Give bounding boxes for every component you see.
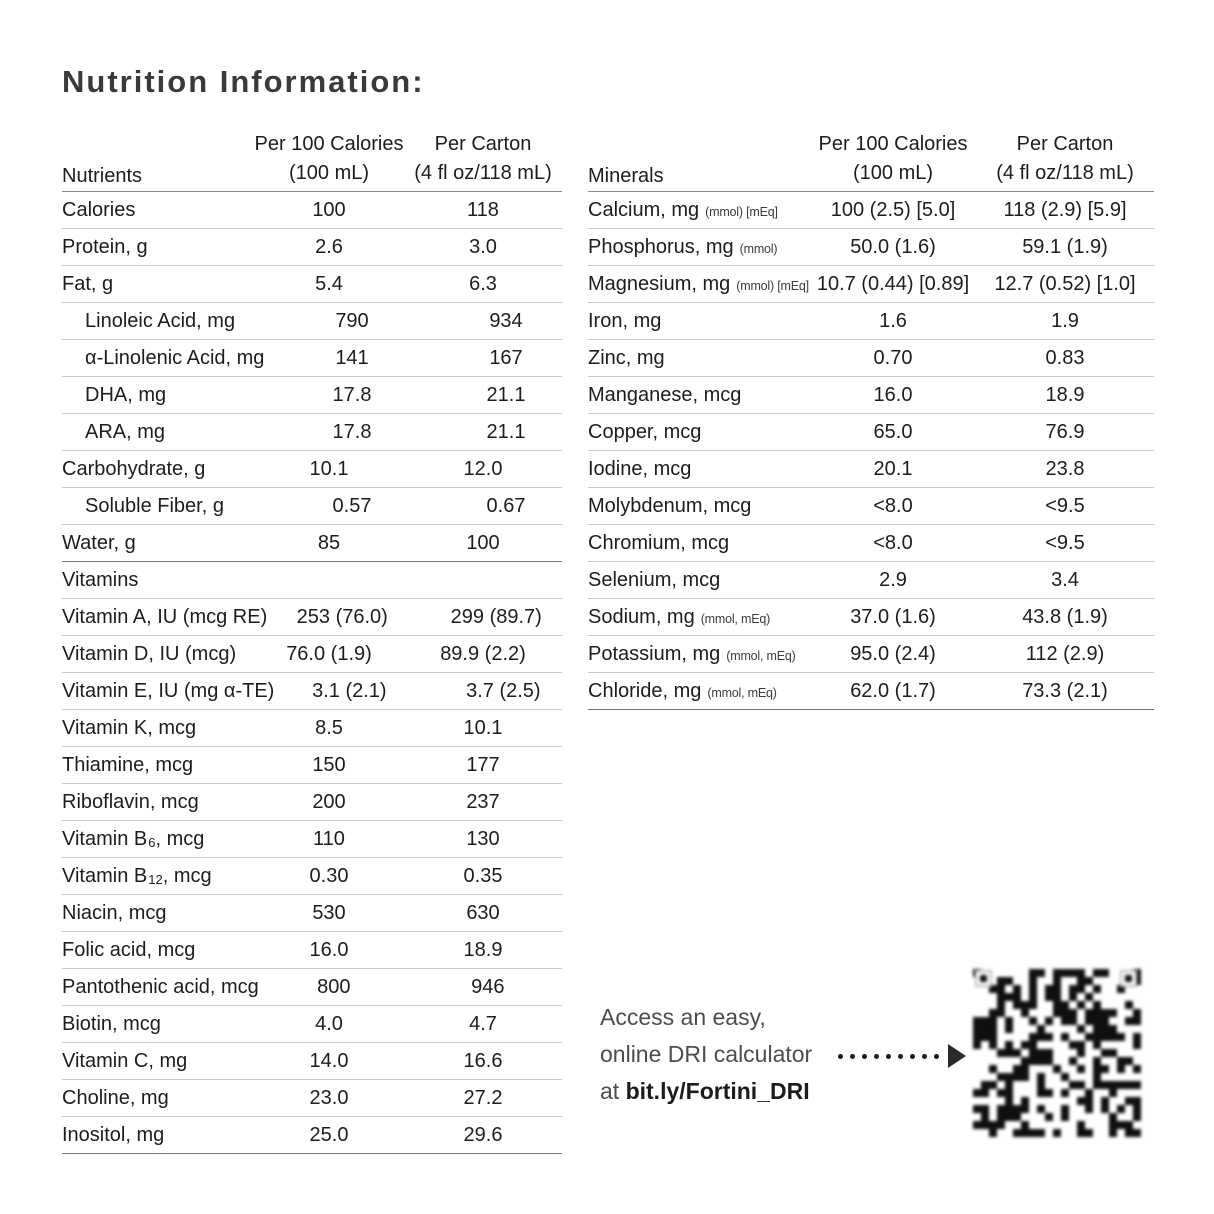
table-row — [62, 1006, 562, 1043]
table-row — [62, 525, 562, 562]
value-per-100-calories: 85 — [317, 531, 341, 554]
row-label: Vitamin C, mg — [62, 1049, 188, 1072]
minerals-table-header — [588, 128, 1154, 192]
row-label: Potassium, mg (mmol, mEq) — [588, 642, 796, 665]
dri-note-line1: Access an easy, — [600, 1004, 766, 1030]
column-header-per-100-calories: Per 100 Calories (100 mL) — [254, 133, 404, 184]
row-unit-note: (mmol) — [739, 241, 778, 256]
row-unit-note: (mmol) [mEq] — [705, 204, 778, 219]
value-per-100-calories: 16.0 — [309, 938, 349, 961]
row-label: Carbohydrate, g — [62, 457, 206, 480]
value-per-carton: 118 (2.9) [5.9] — [1003, 198, 1127, 221]
value-per-carton: 0.35 — [463, 864, 503, 887]
row-unit-note: (mmol, mEq) — [726, 648, 796, 663]
value-per-carton: 16.6 — [463, 1049, 503, 1072]
row-label: Vitamin K, mcg — [62, 716, 197, 739]
table-row — [588, 266, 1154, 303]
value-per-carton: 21.1 — [486, 383, 526, 406]
value-per-100-calories: 790 — [335, 309, 369, 332]
row-label: Biotin, mcg — [62, 1012, 161, 1035]
row-label: Sodium, mg (mmol, mEq) — [588, 605, 771, 628]
row-label: Manganese, mcg — [588, 383, 742, 406]
value-per-100-calories: 0.30 — [309, 864, 349, 887]
row-label: Vitamin E, IU (mg α-TE) — [62, 679, 275, 702]
value-per-100-calories: 4.0 — [315, 1012, 343, 1035]
arrowhead-icon — [948, 1044, 966, 1068]
value-per-100-calories: 62.0 (1.7) — [850, 679, 936, 702]
value-per-carton: 1.9 — [1051, 309, 1079, 332]
table-row — [62, 414, 562, 451]
value-per-100-calories: 23.0 — [309, 1086, 349, 1109]
row-label: Fat, g — [62, 272, 114, 295]
table-row — [62, 599, 562, 636]
value-per-carton: 177 — [466, 753, 500, 776]
table-row — [62, 488, 562, 525]
value-per-carton: 934 — [489, 309, 523, 332]
value-per-100-calories: 10.7 (0.44) [0.89] — [816, 272, 970, 295]
table-row — [588, 599, 1154, 636]
nutrients-table-header — [62, 128, 562, 192]
minerals-table-body — [588, 192, 1154, 710]
row-label: Pantothenic acid, mcg — [62, 975, 259, 998]
table-row — [62, 451, 562, 488]
value-per-carton: 299 (89.7) — [450, 605, 542, 628]
row-label: Soluble Fiber, g — [85, 494, 224, 517]
minerals-table — [588, 128, 1154, 710]
section-header-row — [62, 562, 562, 599]
qr-finder-icon — [975, 970, 992, 987]
row-label: Choline, mg — [62, 1086, 169, 1109]
nutrients-table-body — [62, 192, 562, 1154]
value-per-100-calories: 0.70 — [873, 346, 913, 369]
value-per-carton: 0.67 — [486, 494, 526, 517]
value-per-100-calories: 2.6 — [315, 235, 343, 258]
table-row — [588, 303, 1154, 340]
value-per-carton: 27.2 — [463, 1086, 503, 1109]
row-label: Vitamin B 12 , mcg — [62, 864, 212, 887]
value-per-100-calories: 50.0 (1.6) — [850, 235, 936, 258]
value-per-carton: 112 (2.9) — [1025, 642, 1105, 665]
value-per-100-calories: 3.1 (2.1) — [312, 679, 387, 702]
dotted-arrow-icon — [838, 1044, 966, 1068]
qr-code — [972, 967, 1142, 1139]
row-label: Iodine, mcg — [588, 457, 692, 480]
value-per-carton: 21.1 — [486, 420, 526, 443]
table-row — [588, 451, 1154, 488]
row-label: α-Linolenic Acid, mg — [85, 346, 265, 369]
value-per-100-calories: 530 — [312, 901, 346, 924]
table-row — [62, 1117, 562, 1154]
row-unit-note: (mmol) [mEq] — [736, 278, 809, 293]
table-row — [588, 192, 1154, 229]
table-row — [62, 229, 562, 266]
value-per-carton: 12.0 — [463, 457, 503, 480]
table-row — [588, 414, 1154, 451]
row-label: Zinc, mg — [588, 346, 665, 369]
table-row — [588, 340, 1154, 377]
value-per-100-calories: 16.0 — [873, 383, 913, 406]
value-per-carton: 630 — [466, 901, 500, 924]
table-row — [588, 488, 1154, 525]
table-row — [62, 969, 562, 1006]
row-label: Inositol, mg — [62, 1123, 165, 1146]
value-per-carton: 3.7 (2.5) — [466, 679, 541, 702]
value-per-100-calories: 150 — [312, 753, 346, 776]
value-per-100-calories: 1.6 — [879, 309, 907, 332]
value-per-100-calories: 25.0 — [309, 1123, 349, 1146]
value-per-100-calories: 10.1 — [309, 457, 349, 480]
value-per-carton: 3.0 — [469, 235, 497, 258]
row-label: Molybdenum, mcg — [588, 494, 752, 517]
value-per-100-calories: 65.0 — [873, 420, 913, 443]
value-per-100-calories: 17.8 — [332, 383, 372, 406]
table-row — [62, 747, 562, 784]
row-label: Iron, mg — [588, 309, 662, 332]
value-per-carton: 12.7 (0.52) [1.0] — [994, 272, 1136, 295]
value-per-carton: 237 — [466, 790, 500, 813]
value-per-carton: 43.8 (1.9) — [1022, 605, 1108, 628]
row-label: Vitamin B 6 , mcg — [62, 827, 205, 850]
column-header-nutrients: Nutrients — [62, 165, 143, 187]
row-label: Selenium, mcg — [588, 568, 721, 591]
row-label: Chromium, mcg — [588, 531, 730, 554]
row-label: Calories — [62, 198, 136, 221]
value-per-100-calories: 141 — [335, 346, 369, 369]
value-per-carton: 23.8 — [1045, 457, 1085, 480]
table-row — [588, 673, 1154, 710]
table-row — [62, 1080, 562, 1117]
table-row — [62, 673, 562, 710]
value-per-100-calories: 95.0 (2.4) — [850, 642, 936, 665]
table-row — [62, 895, 562, 932]
value-per-carton: 0.83 — [1045, 346, 1085, 369]
row-unit-note: (mmol, mEq) — [700, 611, 771, 626]
value-per-100-calories: 100 — [312, 198, 346, 221]
row-label: Magnesium, mg (mmol) [mEq] — [588, 272, 809, 295]
table-row — [62, 192, 562, 229]
row-label: Vitamins — [62, 568, 139, 591]
value-per-carton: 6.3 — [469, 272, 497, 295]
table-row — [62, 858, 562, 895]
value-per-carton: 100 — [466, 531, 500, 554]
row-label: Riboflavin, mcg — [62, 790, 199, 813]
nutrients-table — [62, 128, 562, 1154]
row-label: Vitamin A, IU (mcg RE) — [62, 605, 268, 628]
row-label: Protein, g — [62, 235, 148, 258]
dri-calculator-note — [600, 999, 812, 1110]
value-per-100-calories: 20.1 — [873, 457, 913, 480]
row-label: Water, g — [62, 531, 136, 554]
value-per-carton: 10.1 — [463, 716, 503, 739]
row-label: Vitamin D, IU (mcg) — [62, 642, 237, 665]
row-label: DHA, mg — [85, 383, 167, 406]
value-per-carton: 18.9 — [463, 938, 503, 961]
value-per-carton: 118 — [467, 198, 499, 221]
value-per-100-calories: 200 — [312, 790, 346, 813]
table-row — [62, 340, 562, 377]
value-per-100-calories: 2.9 — [879, 568, 907, 591]
table-row — [62, 710, 562, 747]
table-row — [62, 303, 562, 340]
qr-finder-icon — [1120, 970, 1137, 987]
value-per-carton: 76.9 — [1045, 420, 1085, 443]
column-header-minerals: Minerals — [588, 165, 664, 187]
value-per-carton: 946 — [471, 975, 505, 998]
table-row — [62, 1043, 562, 1080]
row-label: Copper, mcg — [588, 420, 702, 443]
value-per-100-calories: 5.4 — [315, 272, 343, 295]
row-label: Linoleic Acid, mg — [85, 309, 236, 332]
row-label: ARA, mg — [85, 420, 166, 443]
value-per-100-calories: 76.0 (1.9) — [286, 642, 372, 665]
row-label: Folic acid, mcg — [62, 938, 196, 961]
row-label: Thiamine, mcg — [62, 753, 194, 776]
table-row — [588, 377, 1154, 414]
table-row — [588, 229, 1154, 266]
value-per-carton: 167 — [489, 346, 523, 369]
value-per-carton: 18.9 — [1045, 383, 1085, 406]
value-per-carton: 4.7 — [469, 1012, 497, 1035]
column-header-per-carton: Per Carton (4 fl oz/118 mL) — [414, 133, 552, 184]
value-per-100-calories: <8.0 — [873, 494, 913, 517]
value-per-carton: 3.4 — [1051, 568, 1079, 591]
row-unit-note: (mmol, mEq) — [707, 685, 777, 700]
value-per-carton: <9.5 — [1045, 531, 1085, 554]
value-per-carton: 130 — [466, 827, 500, 850]
table-row — [588, 562, 1154, 599]
value-per-100-calories: 253 (76.0) — [296, 605, 388, 628]
value-per-100-calories: 37.0 (1.6) — [850, 605, 936, 628]
page-title: Nutrition Information: — [62, 64, 425, 99]
value-per-carton: <9.5 — [1045, 494, 1085, 517]
value-per-100-calories: 8.5 — [315, 716, 343, 739]
row-label: Calcium, mg (mmol) [mEq] — [588, 198, 778, 221]
value-per-100-calories: 800 — [317, 975, 351, 998]
dri-note-line3: at bit.ly/Fortini_DRI — [600, 1078, 810, 1104]
table-row — [588, 636, 1154, 673]
table-row — [62, 636, 562, 673]
value-per-100-calories: 14.0 — [309, 1049, 349, 1072]
value-per-100-calories: 17.8 — [332, 420, 372, 443]
value-per-carton: 89.9 (2.2) — [440, 642, 526, 665]
table-row — [62, 266, 562, 303]
value-per-100-calories: 100 (2.5) [5.0] — [830, 198, 956, 221]
table-row — [62, 932, 562, 969]
column-header-per-carton: Per Carton (4 fl oz/118 mL) — [996, 133, 1134, 184]
row-label: Phosphorus, mg (mmol) — [588, 235, 778, 258]
table-row — [588, 525, 1154, 562]
column-header-per-100-calories: Per 100 Calories (100 mL) — [818, 133, 968, 184]
value-per-carton: 73.3 (2.1) — [1022, 679, 1108, 702]
dri-note-line2: online DRI calculator — [600, 1041, 813, 1067]
value-per-100-calories: <8.0 — [873, 531, 913, 554]
value-per-100-calories: 110 — [313, 827, 345, 850]
value-per-carton: 29.6 — [463, 1123, 503, 1146]
value-per-100-calories: 0.57 — [332, 494, 372, 517]
dri-calculator-url: bit.ly/Fortini_DRI — [625, 1078, 810, 1104]
row-label: Chloride, mg (mmol, mEq) — [588, 679, 777, 702]
table-row — [62, 377, 562, 414]
table-row — [62, 784, 562, 821]
value-per-carton: 59.1 (1.9) — [1022, 235, 1108, 258]
table-row — [62, 821, 562, 858]
row-label: Niacin, mcg — [62, 901, 167, 924]
